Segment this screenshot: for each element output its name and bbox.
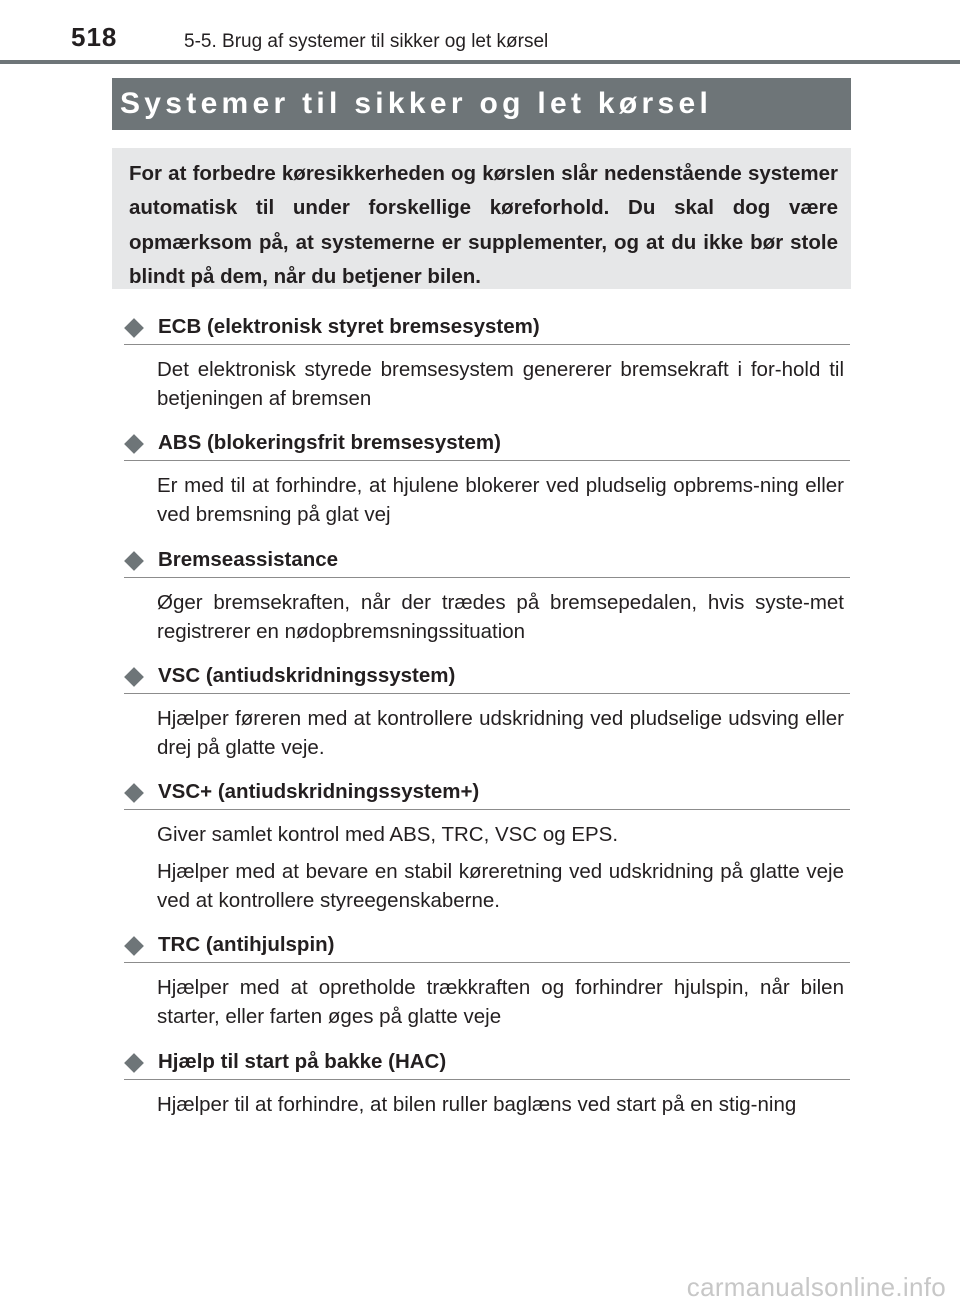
diamond-bullet-icon (124, 1053, 144, 1073)
diamond-bullet-icon (124, 551, 144, 571)
section-heading (124, 776, 850, 810)
section-heading (124, 427, 850, 461)
section-heading (124, 1046, 850, 1080)
running-head: 5-5. Brug af systemer til sikker og let kørsel (184, 31, 549, 52)
intro-box (112, 148, 851, 289)
section-title-bar (112, 78, 851, 130)
section-heading-text: ABS (blokeringsfrit bremsesystem) (158, 431, 501, 454)
header-rule (0, 60, 960, 64)
section-paragraph: Hjælper til at forhindre, at bilen ruller baglæns ved start på en stig-ning (157, 1093, 797, 1116)
section-heading (124, 544, 850, 578)
section-heading-text: VSC+ (antiudskridningssystem+) (158, 780, 480, 803)
diamond-bullet-icon (124, 318, 144, 338)
section-paragraph: Øger bremsekraften, når der trædes på bremsepedalen, hvis syste-met registrerer en nødopbremsningssituation (157, 591, 844, 643)
section-heading (124, 929, 850, 963)
section-paragraph: Hjælper med at opretholde trækkraften og forhindrer hjulspin, når bilen starter, eller farten øges på glatte veje (157, 976, 844, 1028)
section-title: Systemer til sikker og let kørsel (120, 87, 713, 120)
diamond-bullet-icon (124, 936, 144, 956)
section-heading-text: ECB (elektronisk styret bremsesystem) (158, 315, 540, 338)
intro-text: For at forbedre køresikkerheden og kørslen slår nedenstående systemer automatisk til under forskellige køreforhold. Du skal dog være opmærksom på, at systemerne er supplementer, og at du ikke bør stole blindt på dem, når du betjener bilen. (129, 162, 838, 289)
section-paragraph: Er med til at forhindre, at hjulene blokerer ved pludselig opbrems-ning eller ved bremsning på glat vej (157, 474, 844, 526)
section-heading-text: Hjælp til start på bakke (HAC) (158, 1050, 447, 1073)
section-paragraph: Hjælper med at bevare en stabil køreretning ved udskridning på glatte veje ved at kontrollere styreegenskaberne. (157, 860, 844, 912)
diamond-bullet-icon (124, 434, 144, 454)
diamond-bullet-icon (124, 667, 144, 687)
watermark: carmanualsonline.info (686, 1272, 946, 1302)
section-heading (124, 311, 850, 345)
diamond-bullet-icon (124, 783, 144, 803)
section-heading (124, 660, 850, 694)
section-heading-text: Bremseassistance (158, 548, 339, 571)
section-paragraph: Hjælper føreren med at kontrollere udskridning ved pludselige udsving eller drej på glatte veje. (157, 707, 844, 759)
page-number: 518 (71, 22, 118, 52)
section-paragraph: Det elektronisk styrede bremsesystem genererer bremsekraft i for-hold til betjeningen af bremsen (157, 358, 844, 410)
section-paragraph: Giver samlet kontrol med ABS, TRC, VSC og EPS. (157, 823, 619, 846)
section-heading-text: TRC (antihjulspin) (158, 933, 335, 956)
section-heading-text: VSC (antiudskridningssystem) (158, 664, 456, 687)
